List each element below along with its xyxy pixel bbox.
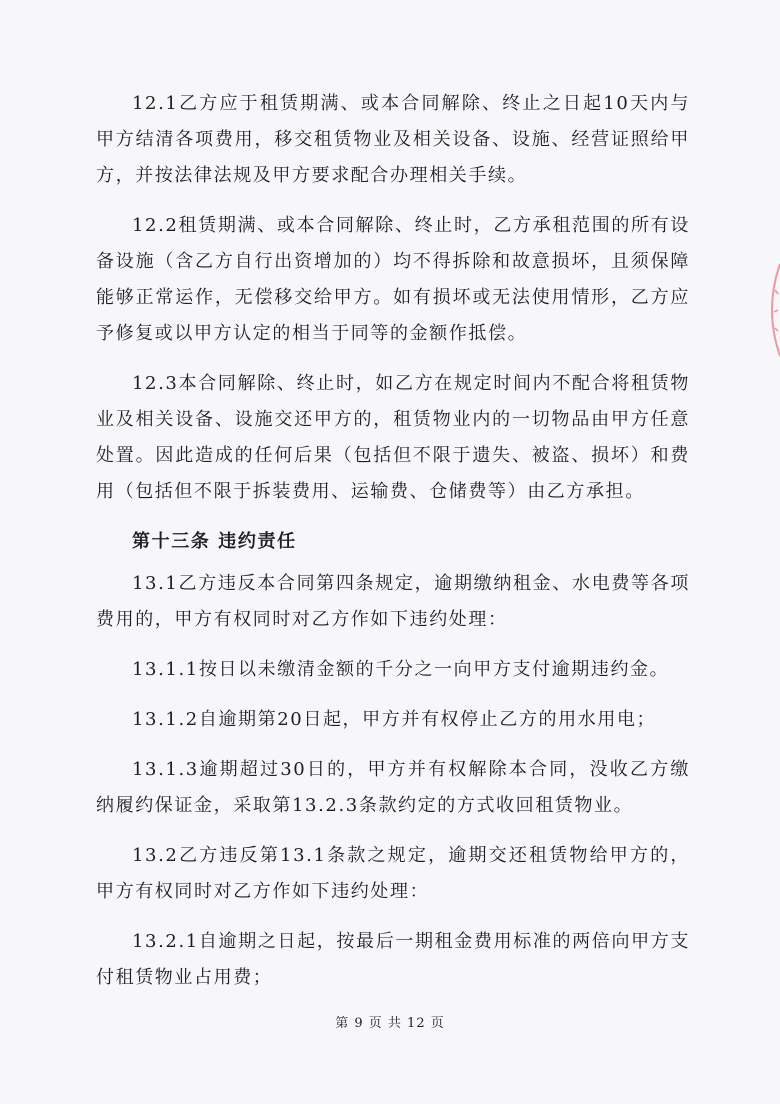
seal-stamp-edge-icon xyxy=(762,262,780,358)
clause-13-1: 13.1乙方违反本合同第四条规定，逾期缴纳租金、水电费等各项费用的，甲方有权同时对乙方作如下违约处理： xyxy=(96,573,690,630)
clause-13-2: 13.2乙方违反第13.1条款之规定，逾期交还租赁物给甲方的，甲方有权同时对乙方作如下违约处理： xyxy=(96,845,690,902)
clause-13-1-3: 13.1.3逾期超过30日的，甲方并有权解除本合同，没收乙方缴纳履约保证金，采取第13.2.3条款约定的方式收回租赁物业。 xyxy=(96,759,690,816)
clause-13-1-2: 13.1.2自逾期第20日起，甲方并有权停止乙方的用水用电； xyxy=(132,709,657,730)
clause-12-1: 12.1乙方应于租赁期满、或本合同解除、终止之日起10天内与甲方结清各项费用，移交租赁物业及相关设备、设施、经营证照给甲方，并按法律法规及甲方要求配合办理相关手续。 xyxy=(96,93,690,186)
clause-12-2: 12.2租赁期满、或本合同解除、终止时，乙方承租范围的所有设备设施（含乙方自行出资增加的）均不得拆除和故意损坏，且须保障能够正常运作，无偿移交给甲方。如有损坏或无法使用情形，乙方应予修复或以甲方认定的相当于同等的金额作抵偿。 xyxy=(96,215,690,344)
clause-13-2-1: 13.2.1自逾期之日起，按最后一期租金费用标准的两倍向甲方支付租赁物业占用费； xyxy=(96,931,690,988)
page-number-footer: 第 9 页 共 12 页 xyxy=(335,1016,445,1031)
clause-13-1-1: 13.1.1按日以未缴清金额的千分之一向甲方支付逾期违约金。 xyxy=(132,659,670,680)
clause-12-3: 12.3本合同解除、终止时，如乙方在规定时间内不配合将租赁物业及相关设备、设施交还甲方的，租赁物业内的一切物品由甲方任意处置。因此造成的任何后果（包括但不限于遗失、被盗、损坏）和费用（包括但不限于拆装费用、运输费、仓储费等）由乙方承担。 xyxy=(96,373,690,502)
document-body xyxy=(96,86,690,1010)
section-heading: 第十三条 违约责任 xyxy=(132,531,297,552)
